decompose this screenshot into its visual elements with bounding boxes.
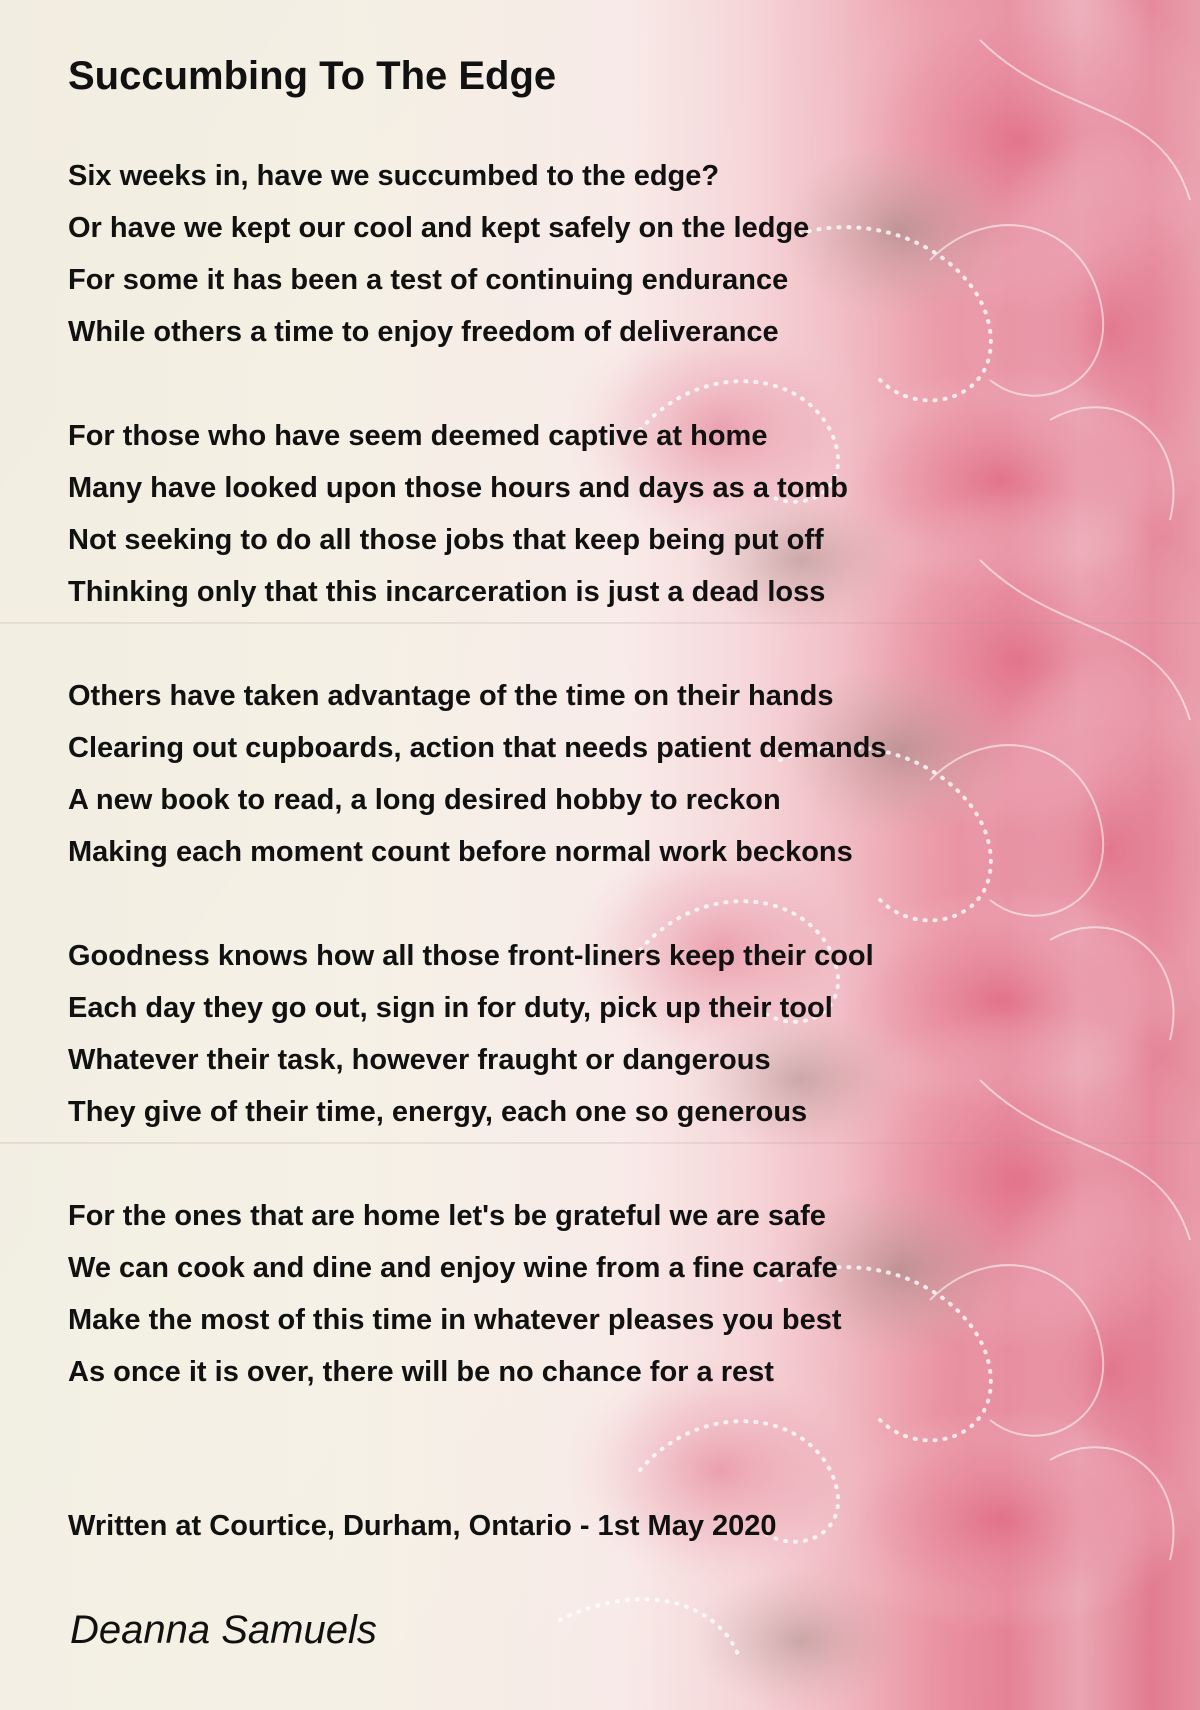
poem-line: Whatever their task, however fraught or dangerous [68, 1044, 771, 1076]
poem-line: A new book to read, a long desired hobby to reckon [68, 784, 781, 816]
poem-line: Not seeking to do all those jobs that keep being put off [68, 524, 824, 556]
poem-line: Six weeks in, have we succumbed to the edge? [68, 160, 720, 192]
poem-line: Making each moment count before normal work beckons [68, 836, 853, 868]
poem-line: Goodness knows how all those front-liners keep their cool [68, 940, 874, 972]
written-location-date: Written at Courtice, Durham, Ontario - 1st May 2020 [68, 1510, 777, 1542]
poem-line: They give of their time, energy, each one so generous [68, 1096, 808, 1128]
poem-line: Make the most of this time in whatever pleases you best [68, 1304, 842, 1336]
author-name: Deanna Samuels [70, 1608, 377, 1652]
poem-line: Many have looked upon those hours and days as a tomb [68, 472, 848, 504]
poem-line: Each day they go out, sign in for duty, pick up their tool [68, 992, 833, 1024]
stanza [68, 670, 1088, 878]
stanza [68, 930, 1088, 1138]
poem-title: Succumbing To The Edge [68, 54, 557, 98]
poem-line: For the ones that are home let's be grateful we are safe [68, 1200, 826, 1232]
poem-line: As once it is over, there will be no chance for a rest [68, 1356, 774, 1388]
poem-line: For some it has been a test of continuing endurance [68, 264, 789, 296]
stanza [68, 1190, 1088, 1398]
poem-body [68, 150, 1088, 1450]
poem-line: Others have taken advantage of the time on their hands [68, 680, 834, 712]
poem-line: Clearing out cupboards, action that needs patient demands [68, 732, 887, 764]
poem-line: Thinking only that this incarceration is just a dead loss [68, 576, 826, 608]
poem-line: We can cook and dine and enjoy wine from a fine carafe [68, 1252, 838, 1284]
poem-line: For those who have seem deemed captive at home [68, 420, 768, 452]
stanza [68, 410, 1088, 618]
poem-line: Or have we kept our cool and kept safely on the ledge [68, 212, 810, 244]
poem-line: While others a time to enjoy freedom of deliverance [68, 316, 779, 348]
stanza [68, 150, 1088, 358]
